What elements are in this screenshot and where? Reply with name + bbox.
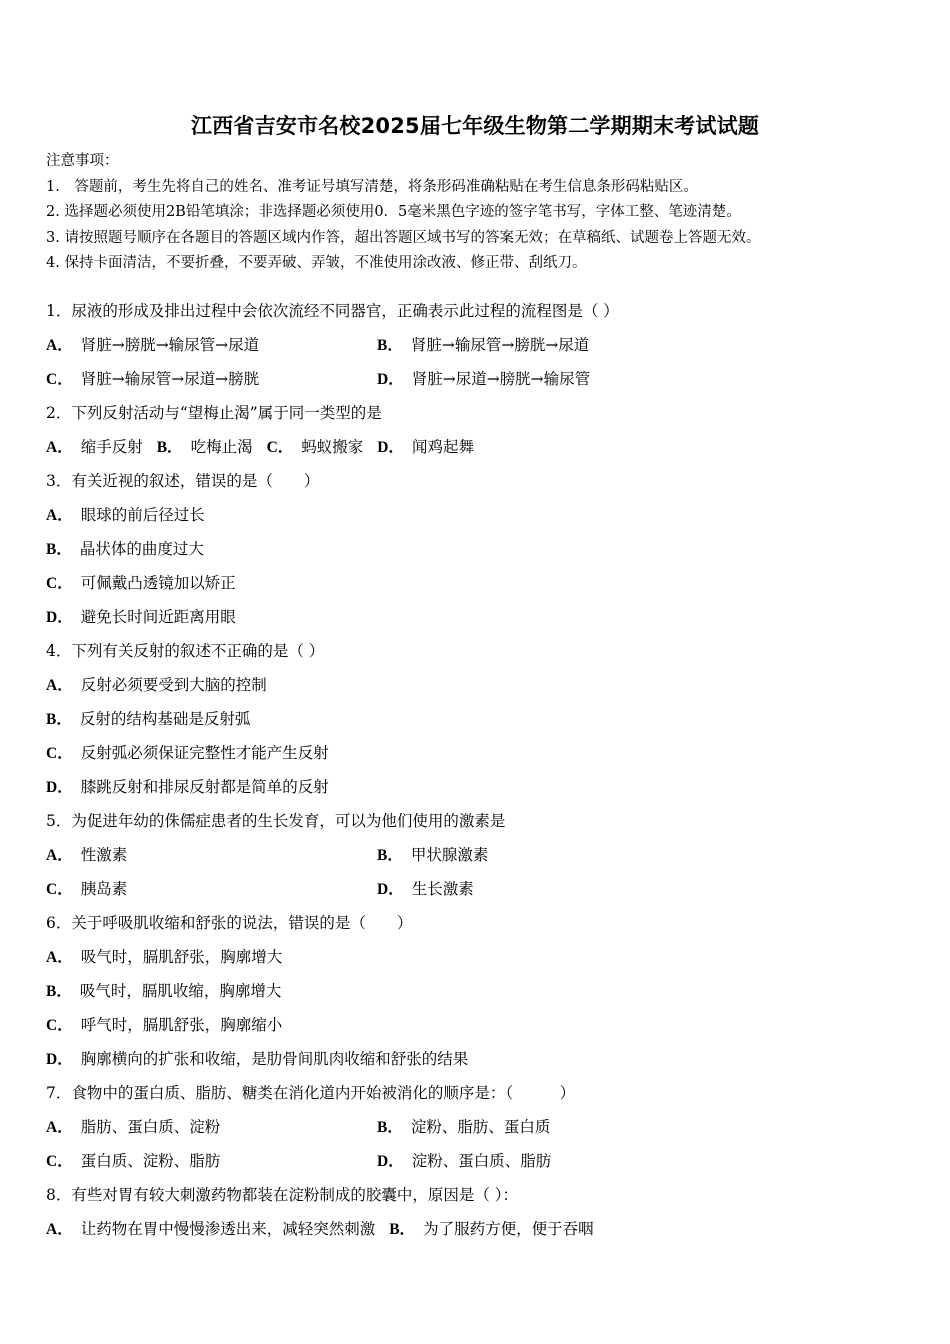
option-label: C． xyxy=(46,1153,73,1170)
question-stem: 5．为促进年幼的侏儒症患者的生长发育，可以为他们使用的激素是 xyxy=(46,812,506,830)
option-label: B． xyxy=(156,439,183,456)
option xyxy=(377,875,474,904)
option-label: C． xyxy=(46,881,73,898)
option-label: C． xyxy=(46,745,73,762)
option-row xyxy=(46,705,906,739)
option-text: 让药物在胃中慢慢渗透出来，减轻突然刺激 xyxy=(80,1220,376,1238)
question xyxy=(46,1079,906,1181)
option-row xyxy=(46,739,906,773)
option-label: D． xyxy=(377,1153,404,1170)
option-text: 为了服药方便，便于吞咽 xyxy=(423,1220,594,1238)
option xyxy=(377,365,590,394)
option xyxy=(46,773,329,802)
option-label: B． xyxy=(46,711,72,728)
option-row xyxy=(46,365,906,399)
option-text: 闻鸡起舞 xyxy=(412,438,475,456)
option-text: 性激素 xyxy=(80,846,128,864)
option-label: A． xyxy=(46,949,73,966)
question-stem: 7．食物中的蛋白质、脂肪、糖类在消化道内开始被消化的顺序是：（ ） xyxy=(46,1084,576,1102)
option-row xyxy=(46,535,906,569)
option-text: 吸气时，膈肌收缩，胸廓增大 xyxy=(79,982,282,1000)
option-label: C． xyxy=(46,1017,73,1034)
question xyxy=(46,909,906,1079)
option-label: B． xyxy=(389,1221,416,1238)
option-text: 肾脏→输尿管→膀胱→尿道 xyxy=(410,336,590,354)
option-text: 蛋白质、淀粉、脂肪 xyxy=(80,1152,221,1170)
option xyxy=(377,1113,550,1142)
option-label: B． xyxy=(46,983,72,1000)
option-row xyxy=(46,1011,906,1045)
option xyxy=(46,1215,375,1244)
option-label: D． xyxy=(46,779,73,796)
option-row xyxy=(46,671,906,705)
option-row xyxy=(46,841,906,875)
option-label: B． xyxy=(377,337,403,354)
question xyxy=(46,467,906,637)
option xyxy=(46,501,205,530)
option-text: 甲状腺激素 xyxy=(410,846,489,864)
option-label: B． xyxy=(46,541,72,558)
option-text: 膝跳反射和排尿反射都是简单的反射 xyxy=(80,778,329,796)
note-item: 3. 请按照题号顺序在各题目的答题区域内作答，超出答题区域书写的答案无效；在草稿纸、试题卷上答题无效。 xyxy=(46,229,761,246)
option-label: A． xyxy=(46,507,73,524)
option-text: 反射必须要受到大脑的控制 xyxy=(80,676,267,694)
option xyxy=(46,875,127,904)
option-row xyxy=(46,331,906,365)
option-text: 吃梅止渴 xyxy=(190,438,253,456)
option xyxy=(46,705,250,734)
option-text: 反射的结构基础是反射弧 xyxy=(79,710,251,728)
option xyxy=(46,1147,220,1176)
option xyxy=(46,943,282,972)
option-row xyxy=(46,773,906,807)
question xyxy=(46,297,906,399)
option-row xyxy=(46,603,906,637)
option-text: 生长激素 xyxy=(411,880,474,898)
option xyxy=(46,331,259,360)
option-text: 蚂蚁搬家 xyxy=(301,438,364,456)
option-label: D． xyxy=(46,609,73,626)
option-label: D． xyxy=(377,371,404,388)
option-text: 眼球的前后径过长 xyxy=(80,506,205,524)
question-stem: 1．尿液的形成及排出过程中会依次流经不同器官，正确表示此过程的流程图是（ ） xyxy=(46,302,619,320)
option xyxy=(46,671,267,700)
option-label: A． xyxy=(46,337,73,354)
option-label: D． xyxy=(46,1051,73,1068)
option-row xyxy=(46,433,906,467)
question xyxy=(46,1181,906,1249)
option-row xyxy=(46,943,906,977)
questions-list xyxy=(46,297,906,1249)
option xyxy=(267,433,364,462)
option-row xyxy=(46,1147,906,1181)
option-label: D． xyxy=(377,439,404,456)
option-text: 反射弧必须保证完整性才能产生反射 xyxy=(80,744,329,762)
notes-heading: 注意事项： xyxy=(46,153,119,169)
option-text: 肾脏→输尿管→尿道→膀胱 xyxy=(80,370,260,388)
option xyxy=(157,433,253,462)
notes-section xyxy=(46,149,760,277)
question-stem: 2．下列反射活动与“望梅止渴”属于同一类型的是 xyxy=(46,404,382,422)
option-row xyxy=(46,569,906,603)
option xyxy=(377,433,474,462)
option-label: B． xyxy=(377,847,403,864)
option-text: 晶状体的曲度过大 xyxy=(79,540,204,558)
option xyxy=(46,535,204,564)
option-label: A． xyxy=(46,1119,73,1136)
option-text: 可佩戴凸透镜加以矫正 xyxy=(80,574,236,592)
question-stem: 8．有些对胃有较大刺激药物都装在淀粉制成的胶囊中，原因是（ ）： xyxy=(46,1186,519,1204)
option-text: 肾脏→膀胱→输尿管→尿道 xyxy=(80,336,260,354)
option xyxy=(389,1215,593,1244)
option xyxy=(46,1113,220,1142)
option-text: 缩手反射 xyxy=(80,438,143,456)
option-label: C． xyxy=(46,575,73,592)
option-text: 淀粉、脂肪、蛋白质 xyxy=(410,1118,551,1136)
note-item: 2. 选择题必须使用2B铅笔填涂；非选择题必须使用0．5毫米黑色字迹的签字笔书写，字体工整、笔迹清楚。 xyxy=(46,204,741,220)
option-text: 避免长时间近距离用眼 xyxy=(80,608,236,626)
option xyxy=(46,1045,468,1074)
option-label: A． xyxy=(46,847,73,864)
question-stem: 4．下列有关反射的叙述不正确的是（ ） xyxy=(46,642,325,660)
option-text: 吸气时，膈肌舒张，胸廓增大 xyxy=(80,948,283,966)
option-row xyxy=(46,1113,906,1147)
option-row xyxy=(46,977,906,1011)
option-label: D． xyxy=(377,881,404,898)
option xyxy=(46,977,281,1006)
question xyxy=(46,399,906,467)
note-item: 1. 答题前，考生先将自己的姓名、准考证号填写清楚，将条形码准确粘贴在考生信息条形码粘贴区。 xyxy=(46,178,698,195)
option xyxy=(46,841,127,870)
question xyxy=(46,807,906,909)
option-label: B． xyxy=(377,1119,403,1136)
option-row xyxy=(46,501,906,535)
option-text: 胰岛素 xyxy=(80,880,128,898)
option xyxy=(46,433,143,462)
option-label: A． xyxy=(46,677,73,694)
option xyxy=(46,739,329,768)
option xyxy=(46,603,236,632)
page-title: 江西省吉安市名校2025届七年级生物第二学期期末考试试题 xyxy=(190,114,760,138)
option xyxy=(377,841,488,870)
option-row xyxy=(46,1215,906,1249)
option-label: A． xyxy=(46,439,73,456)
option-text: 胸廓横向的扩张和收缩，是肋骨间肌肉收缩和舒张的结果 xyxy=(80,1050,469,1068)
option xyxy=(46,1011,282,1040)
option-row xyxy=(46,1045,906,1079)
question-stem: 3．有关近视的叙述，错误的是（ ） xyxy=(46,472,320,490)
option-text: 脂肪、蛋白质、淀粉 xyxy=(80,1118,221,1136)
note-item: 4. 保持卡面清洁，不要折叠，不要弄破、弄皱，不准使用涂改液、修正带、刮纸刀。 xyxy=(46,255,587,271)
option-row xyxy=(46,875,906,909)
option-text: 淀粉、蛋白质、脂肪 xyxy=(411,1152,552,1170)
question xyxy=(46,637,906,807)
option xyxy=(46,569,236,598)
option-label: C． xyxy=(46,371,73,388)
option xyxy=(46,365,259,394)
question-stem: 6．关于呼吸肌收缩和舒张的说法，错误的是（ ） xyxy=(46,914,413,932)
option xyxy=(377,1147,551,1176)
option xyxy=(377,331,589,360)
option-label: A． xyxy=(46,1221,73,1238)
option-label: C． xyxy=(266,439,294,456)
option-text: 肾脏→尿道→膀胱→输尿管 xyxy=(411,370,591,388)
option-text: 呼气时，膈肌舒张，胸廓缩小 xyxy=(80,1016,283,1034)
